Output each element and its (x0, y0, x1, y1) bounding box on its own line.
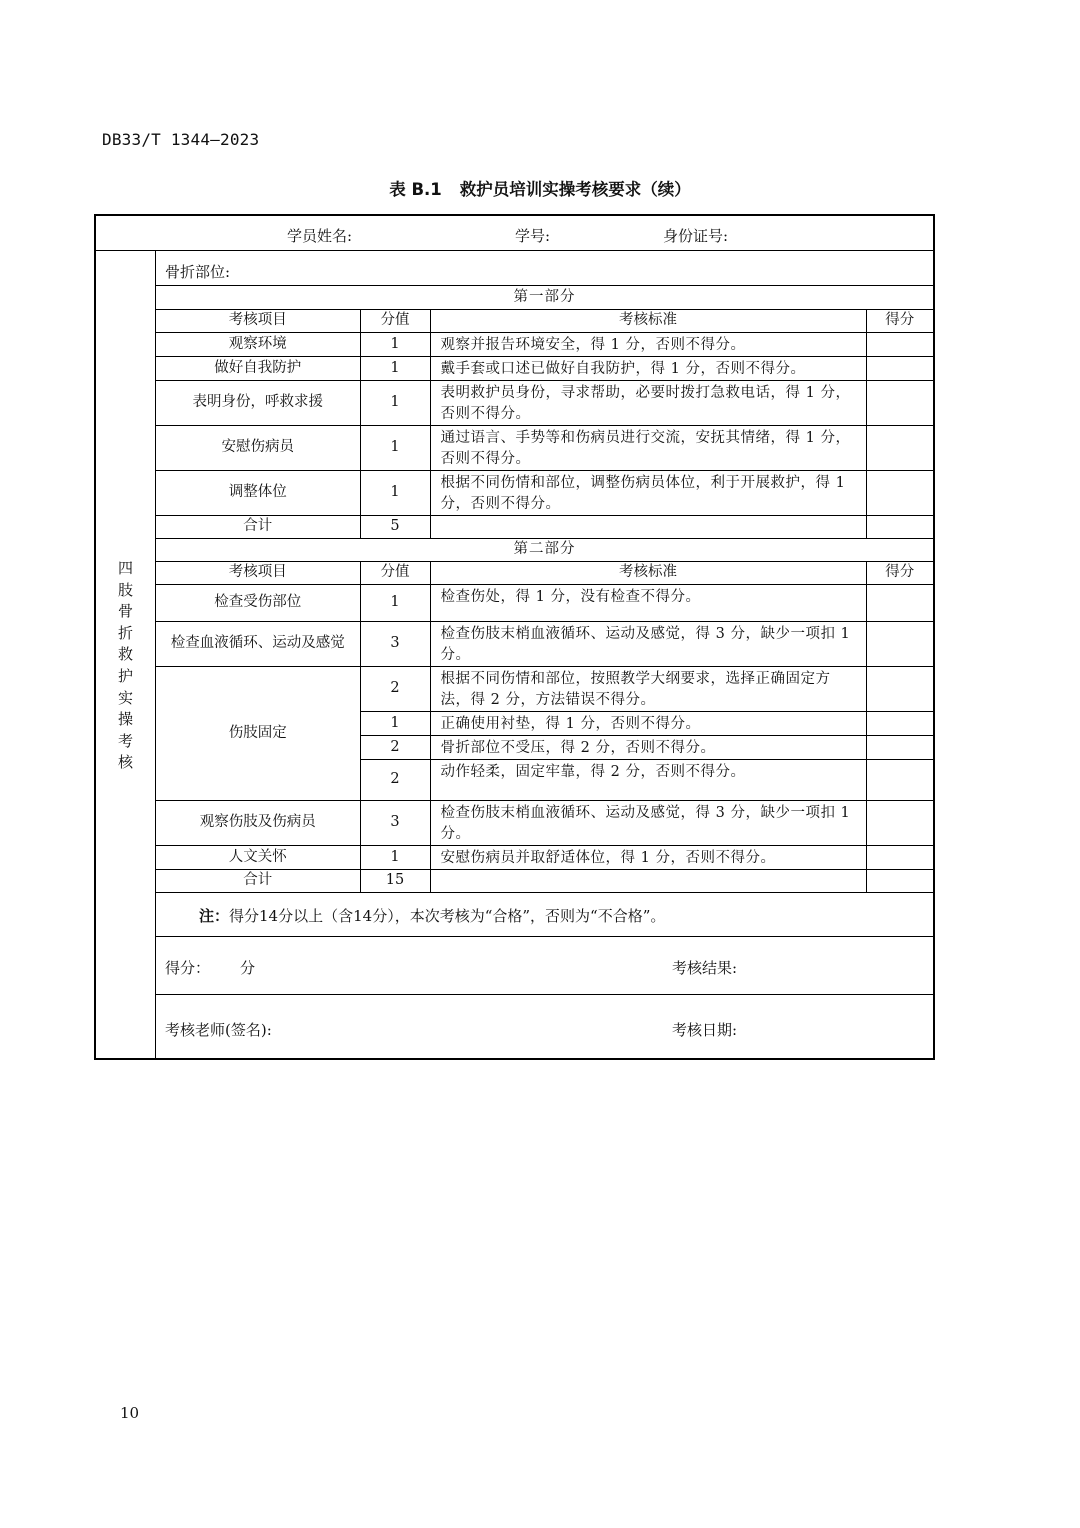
total-score-input-cell[interactable] (866, 869, 933, 892)
table-row (156, 356, 933, 380)
table-row (156, 584, 933, 621)
score-input-cell[interactable] (866, 425, 933, 470)
total-score-input-cell[interactable] (866, 515, 933, 538)
part1-total-row (156, 515, 933, 538)
section-side-label-cell (96, 250, 156, 1058)
score-value-cell: 1 (360, 356, 430, 380)
table-row (156, 470, 933, 515)
score-input-cell[interactable] (866, 332, 933, 356)
score-input-cell[interactable] (866, 845, 933, 869)
table-row (156, 380, 933, 425)
score-input-cell[interactable] (866, 735, 933, 759)
signature-row (156, 995, 933, 1058)
part1-title: 第一部分 (156, 286, 933, 309)
score-value-cell: 3 (360, 621, 430, 666)
fracture-site-row (156, 250, 933, 286)
standard-cell: 动作轻柔，固定牢靠，得 2 分，否则不得分。 (430, 759, 866, 800)
document-code: DB33/T 1344—2023 (102, 130, 260, 149)
page-number: 10 (120, 1404, 140, 1422)
item-cell: 检查受伤部位 (156, 584, 360, 621)
assessment-form (94, 214, 935, 1060)
score-value-cell: 1 (360, 380, 430, 425)
table-row (156, 845, 933, 869)
item-cell: 观察伤肢及伤病员 (156, 800, 360, 845)
score-value-cell: 1 (360, 425, 430, 470)
standard-cell: 通过语言、手势等和伤病员进行交流，安抚其情绪，得 1 分，否则不得分。 (430, 425, 866, 470)
score-value-cell: 2 (360, 759, 430, 800)
score-input-cell[interactable] (866, 621, 933, 666)
note-text: 得分14分以上（含14分），本次考核为“合格”，否则为“不合格”。 (229, 907, 666, 925)
total-score-value: 15 (360, 869, 430, 892)
standard-cell: 检查伤处，得 1 分，没有检查不得分。 (430, 584, 866, 621)
table-title (0, 176, 1080, 200)
total-score-value: 5 (360, 515, 430, 538)
final-score-row (156, 937, 933, 995)
score-value-cell: 1 (360, 845, 430, 869)
final-score-unit: 分 (240, 959, 256, 977)
column-header-score: 得分 (866, 309, 933, 332)
table-row (156, 800, 933, 845)
teacher-signature-label: 考核老师(签名): (165, 1021, 272, 1039)
total-standard-cell (430, 515, 866, 538)
part1-title-row (156, 286, 933, 309)
score-input-cell[interactable] (866, 380, 933, 425)
column-header-item: 考核项目 (156, 561, 360, 584)
column-header-score-value: 分值 (360, 309, 430, 332)
score-value-cell: 1 (360, 711, 430, 735)
part2-header-row (156, 561, 933, 584)
score-input-cell[interactable] (866, 356, 933, 380)
student-id-label: 学号: (515, 227, 551, 245)
table-row (156, 332, 933, 356)
score-input-cell[interactable] (866, 800, 933, 845)
score-value-cell: 1 (360, 584, 430, 621)
standard-cell: 正确使用衬垫，得 1 分，否则不得分。 (430, 711, 866, 735)
item-cell: 做好自我防护 (156, 356, 360, 380)
table-row (156, 666, 933, 711)
section-side-label: 四肢骨折救护实操考核 (117, 559, 133, 772)
score-input-cell[interactable] (866, 470, 933, 515)
standard-cell: 骨折部位不受压，得 2 分，否则不得分。 (430, 735, 866, 759)
item-cell: 调整体位 (156, 470, 360, 515)
standard-cell: 观察并报告环境安全，得 1 分，否则不得分。 (430, 332, 866, 356)
part1-header-row (156, 309, 933, 332)
score-value-cell: 3 (360, 800, 430, 845)
standard-cell: 表明救护员身份，寻求帮助，必要时拨打急救电话，得 1 分，否则不得分。 (430, 380, 866, 425)
score-value-cell: 2 (360, 666, 430, 711)
item-cell: 表明身份，呼救求援 (156, 380, 360, 425)
score-input-cell[interactable] (866, 666, 933, 711)
standard-cell: 安慰伤病员并取舒适体位，得 1 分，否则不得分。 (430, 845, 866, 869)
score-value-cell: 1 (360, 332, 430, 356)
standard-cell: 检查伤肢末梢血液循环、运动及感觉，得 3 分，缺少一项扣 1 分。 (430, 800, 866, 845)
table-title-text: 救护员培训实操考核要求（续） (459, 180, 691, 199)
column-header-item: 考核项目 (156, 309, 360, 332)
part2-title-row (156, 538, 933, 561)
standard-cell: 根据不同伤情和部位，按照教学大纲要求，选择正确固定方法，得 2 分，方法错误不得分。 (430, 666, 866, 711)
score-input-cell[interactable] (866, 759, 933, 800)
total-label: 合计 (156, 869, 360, 892)
part2-total-row (156, 869, 933, 892)
standard-cell: 戴手套或口述已做好自我防护，得 1 分，否则不得分。 (430, 356, 866, 380)
item-cell: 伤肢固定 (156, 666, 360, 800)
standard-cell: 检查伤肢末梢血液循环、运动及感觉，得 3 分，缺少一项扣 1 分。 (430, 621, 866, 666)
student-name-label: 学员姓名: (287, 227, 353, 245)
column-header-standard: 考核标准 (430, 309, 866, 332)
score-value-cell: 2 (360, 735, 430, 759)
table-row (156, 621, 933, 666)
item-cell: 观察环境 (156, 332, 360, 356)
total-label: 合计 (156, 515, 360, 538)
score-input-cell[interactable] (866, 584, 933, 621)
table-number: 表 B.1 (389, 180, 442, 199)
column-header-score: 得分 (866, 561, 933, 584)
id-card-label: 身份证号: (663, 227, 729, 245)
final-score-label: 得分： (165, 959, 211, 977)
score-input-cell[interactable] (866, 711, 933, 735)
item-cell: 人文关怀 (156, 845, 360, 869)
part2-title: 第二部分 (156, 538, 933, 561)
note-row (156, 890, 933, 937)
fracture-site-label: 骨折部位: (165, 263, 231, 281)
standard-cell: 根据不同伤情和部位，调整伤病员体位，利于开展救护，得 1 分，否则不得分。 (430, 470, 866, 515)
item-cell: 检查血液循环、运动及感觉 (156, 621, 360, 666)
assessment-table (156, 286, 933, 893)
column-header-score-value: 分值 (360, 561, 430, 584)
score-value-cell: 1 (360, 470, 430, 515)
column-header-standard: 考核标准 (430, 561, 866, 584)
item-cell: 安慰伤病员 (156, 425, 360, 470)
assessment-result-label: 考核结果: (672, 959, 738, 977)
note-prefix: 注： (199, 907, 230, 925)
assessment-date-label: 考核日期: (672, 1021, 738, 1039)
total-standard-cell (430, 869, 866, 892)
student-info-row (96, 216, 933, 251)
table-row (156, 425, 933, 470)
